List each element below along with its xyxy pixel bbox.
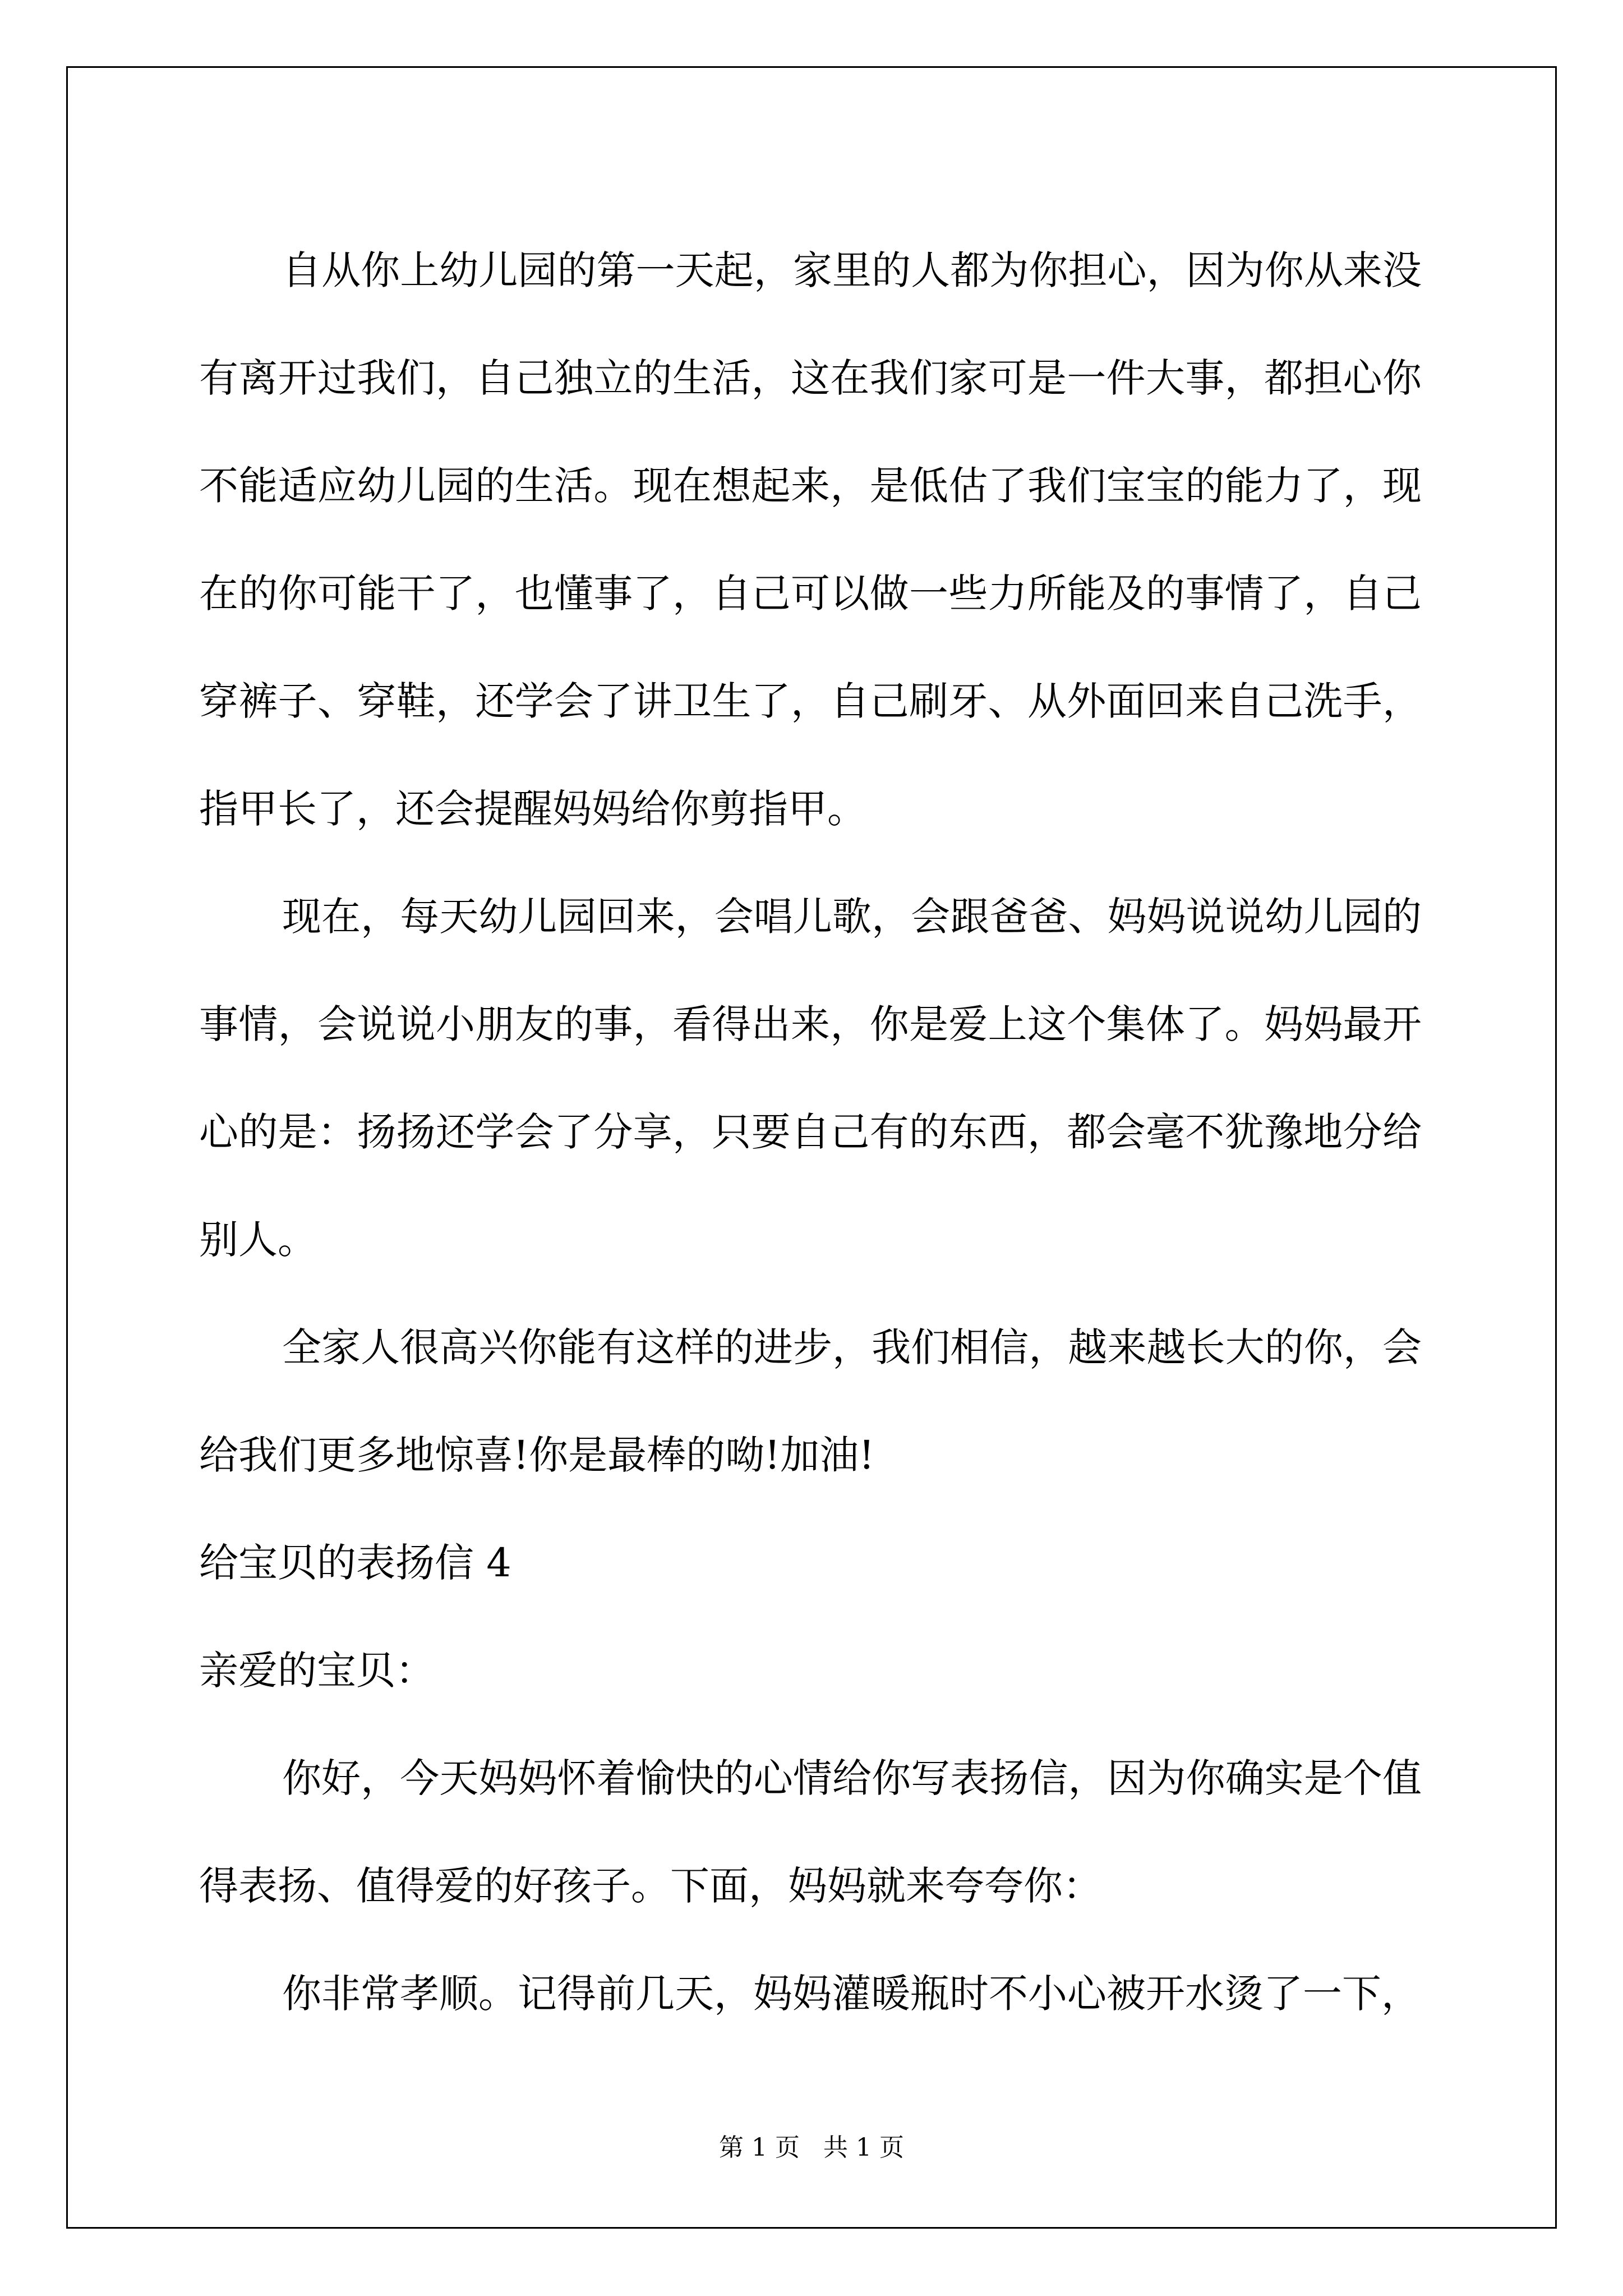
salutation: 亲爱的宝贝： — [199, 1648, 435, 1694]
paragraph-2: 现在，每天幼儿园回来，会唱儿歌，会跟爸爸、妈妈说说幼儿园的事情，会说说小朋友的事，看得出来，你是爱上这个集体了。妈妈最开心的是：扬扬还学会了分享，只要自己有的东西，都会毫不犹豫地分给别人。 — [199, 894, 1422, 1263]
paragraph-4: 你好，今天妈妈怀着愉快的心情给你写表扬信，因为你确实是个值得表扬、值得爱的好孩子。下面，妈妈就来夸夸你： — [199, 1755, 1422, 1909]
paragraph-3: 全家人很高兴你能有这样的进步，我们相信，越来越长大的你，会给我们更多地惊喜!你是最棒的呦!加油! — [199, 1324, 1422, 1478]
section-title: 给宝贝的表扬信 4 — [199, 1540, 511, 1586]
paragraph-1: 自从你上幼儿园的第一天起，家里的人都为你担心，因为你从来没有离开过我们，自己独立的生活，这在我们家可是一件大事，都担心你不能适应幼儿园的生活。现在想起来，是低估了我们宝宝的能力了，现在的你可能干了，也懂事了，自己可以做一些力所能及的事情了，自己穿裤子、穿鞋，还学会了讲卫生了，自己刷牙、从外面回来自己洗手，指甲长了，还会提醒妈妈给你剪指甲。 — [199, 247, 1422, 832]
page-footer: 第 1 页 共 1 页 — [719, 2133, 904, 2162]
document-body — [199, 217, 1422, 2047]
paragraph-5: 你非常孝顺。记得前几天，妈妈灌暖瓶时不小心被开水烫了一下， — [282, 1971, 1421, 2017]
